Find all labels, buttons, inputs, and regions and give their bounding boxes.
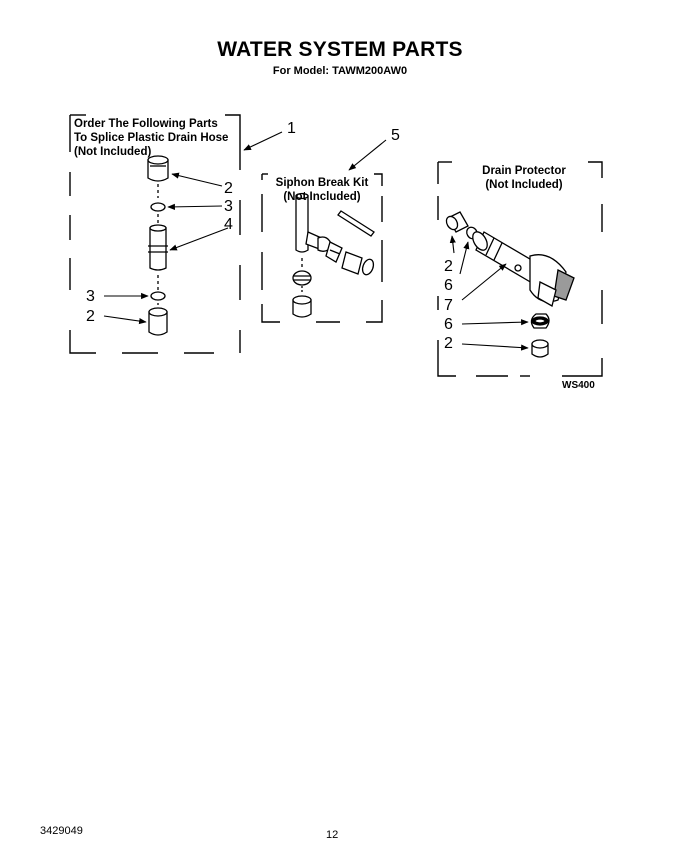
model-line: For Model: TAWM200AW0 (272, 65, 408, 77)
splice-leader-lines (104, 132, 282, 322)
splice-label-line-2: To Splice Plastic Drain Hose (74, 132, 229, 144)
drain-label-line-1: Drain Protector (482, 165, 566, 177)
callout-drain-2-top: 2 (444, 258, 453, 275)
part-number: 3429049 (40, 825, 83, 837)
siphon-parts (293, 194, 375, 318)
splice-label-line-1: Order The Following Parts (74, 118, 218, 130)
splice-panel-label (74, 117, 228, 159)
callout-drain-7: 7 (444, 297, 453, 314)
drain-panel-label (454, 164, 594, 192)
siphon-panel-label (262, 176, 382, 204)
callout-splice-2-bottom: 2 (86, 308, 95, 325)
callout-1: 1 (287, 120, 296, 137)
siphon-label-line-2: (Not Included) (283, 191, 361, 203)
splice-label-line-3: (Not Included) (74, 146, 152, 158)
callout-5: 5 (391, 127, 400, 144)
callout-splice-2-top: 2 (224, 180, 233, 197)
callout-drain-2-bottom: 2 (444, 335, 453, 352)
callout-splice-3-bottom: 3 (86, 288, 95, 305)
page-title: WATER SYSTEM PARTS (217, 38, 463, 61)
page-number: 12 (326, 829, 339, 841)
callout-drain-6-bottom: 6 (444, 316, 453, 333)
splice-parts (148, 156, 168, 335)
diagram-code: WS400 (562, 380, 595, 391)
drain-label-line-2: (Not Included) (485, 179, 563, 191)
callout-drain-6-top: 6 (444, 277, 453, 294)
siphon-label-line-1: Siphon Break Kit (275, 177, 369, 189)
drain-parts (444, 212, 574, 357)
callout-splice-4: 4 (224, 216, 233, 233)
callout-splice-3-top: 3 (224, 198, 233, 215)
siphon-leader-line (349, 140, 386, 170)
